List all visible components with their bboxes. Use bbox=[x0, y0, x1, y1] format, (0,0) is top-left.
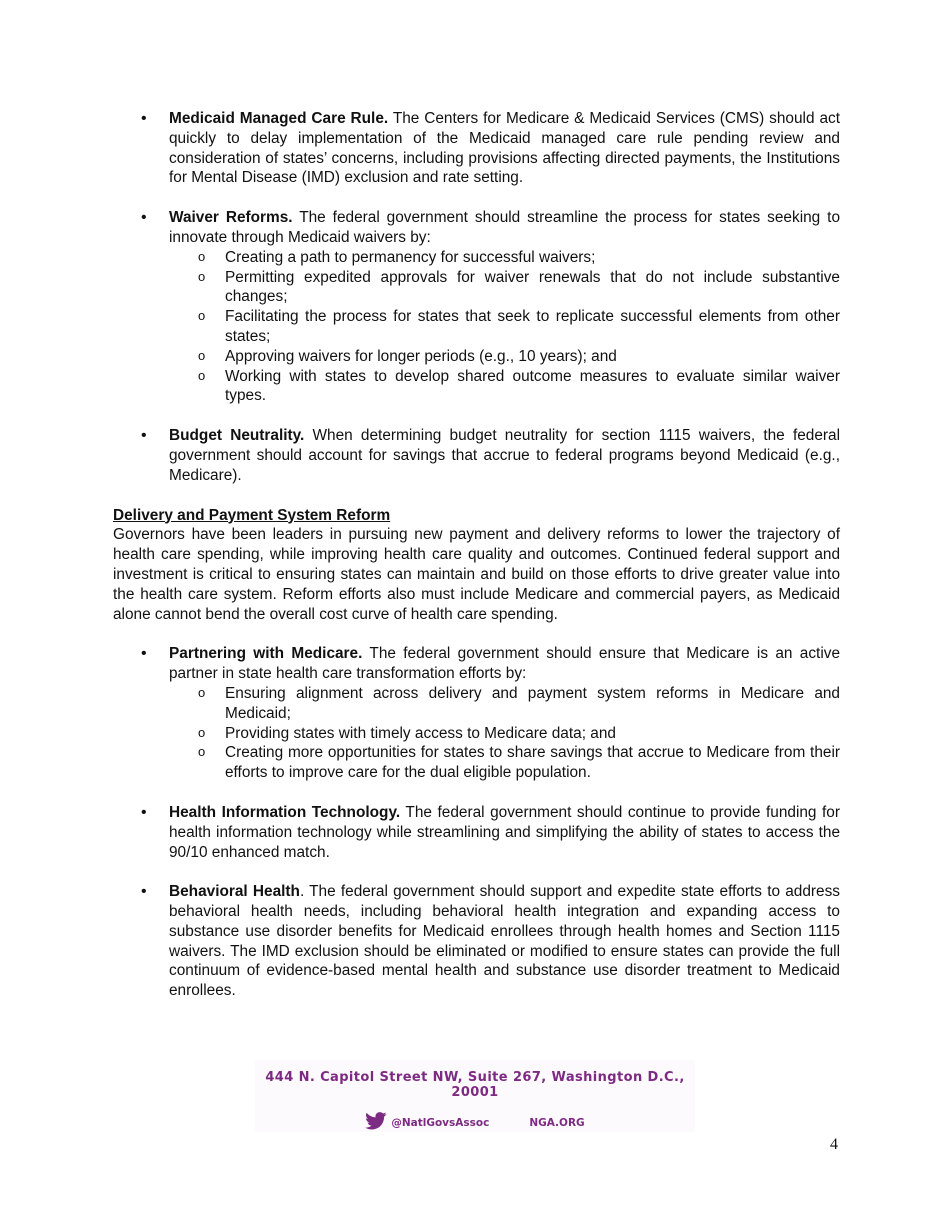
bullet-text: The federal government should streamline the process for states seeking to innovate through Medicaid waivers by: bbox=[169, 209, 841, 246]
bullet-title: Budget Neutrality. bbox=[169, 427, 305, 445]
twitter-link[interactable] bbox=[365, 1112, 489, 1133]
bullet-title: Medicaid Managed Care Rule. bbox=[169, 110, 389, 127]
bullet-text: . The federal government should support and expedite state efforts to address behavioral health needs, including behavioral health integration and expanding access to substance use disorder benefits for Medicaid enrollees through health homes and Section 1115 waivers. The IMD exclusion should be eliminated or modified to ensure states can provide the full continuum of evidence-based mental health and substance use disorder treatment to Medicaid enrollees. bbox=[169, 883, 840, 1000]
twitter-handle: @NatlGovsAssoc bbox=[391, 1116, 490, 1129]
bullet-title: Waiver Reforms. bbox=[169, 209, 293, 227]
bullet-item bbox=[113, 109, 840, 188]
footer-address: 444 N. Capitol Street NW, Suite 267, Washington D.C., 20001 bbox=[265, 1070, 685, 1100]
footer bbox=[255, 1060, 695, 1132]
footer-social bbox=[255, 1112, 695, 1133]
bullet-title: Health Information Technology. bbox=[169, 803, 401, 821]
sub-item: o Approving waivers for longer periods (e.g., 10 years); and bbox=[169, 347, 840, 367]
sub-item: o Working with states to develop shared outcome measures to evaluate similar waiver types. bbox=[169, 367, 840, 407]
bullet-item bbox=[113, 803, 840, 862]
bullet-title: Partnering with Medicare. bbox=[169, 645, 363, 663]
website-link[interactable]: NGA.ORG bbox=[529, 1116, 585, 1129]
document-body bbox=[113, 109, 840, 1021]
sub-list bbox=[169, 684, 840, 783]
bullet-item bbox=[113, 426, 840, 485]
sub-item: o Creating more opportunities for states to share savings that accrue to Medicare from their efforts to improve care for the dual eligible population. bbox=[169, 743, 840, 783]
page-number: 4 bbox=[830, 1136, 838, 1153]
sub-item: o Permitting expedited approvals for waiver renewals that do not include substantive changes; bbox=[169, 268, 840, 308]
section-heading: Delivery and Payment System Reform bbox=[113, 506, 391, 524]
bullet-item bbox=[113, 644, 840, 783]
sub-item: o Facilitating the process for states that seek to replicate successful elements from other states; bbox=[169, 307, 840, 347]
bullet-text: The federal government should ensure that Medicare is an active partner in state health care transformation efforts by: bbox=[169, 645, 841, 683]
bullet-text: The Centers for Medicare & Medicaid Services (CMS) should act quickly to delay implementation of the Medicaid managed care rule pending review and consideration of states’ concerns, including provisions affecting directed payments, the Institutions for Mental Disease (IMD) exclusion and rate setting. bbox=[169, 110, 840, 187]
section-paragraph: Governors have been leaders in pursuing new payment and delivery reforms to lower the trajectory of health care spending, while improving health care quality and outcomes. Continued federal support and investment is critical to ensuring states can maintain and build on those efforts to drive greater value into the health care system. Reform efforts also must include Medicare and commercial payers, as Medicaid alone cannot bend the overall cost curve of health care spending. bbox=[113, 526, 840, 623]
bullet-title: Behavioral Health bbox=[169, 883, 300, 901]
bullet-item bbox=[113, 882, 840, 1001]
bullet-text: The federal government should continue to provide funding for health information technology while streamlining and simplifying the ability of states to access the 90/10 enhanced match. bbox=[169, 803, 840, 861]
bullet-list-top bbox=[113, 109, 840, 486]
twitter-bird-icon bbox=[365, 1112, 387, 1133]
bullet-item bbox=[113, 208, 840, 406]
bullet-list-bottom bbox=[113, 644, 840, 1001]
bullet-text: When determining budget neutrality for section 1115 waivers, the federal government should account for savings that accrue to federal programs beyond Medicaid (e.g., Medicare). bbox=[169, 427, 841, 484]
sub-list bbox=[169, 248, 840, 406]
sub-item: o Ensuring alignment across delivery and payment system reforms in Medicare and Medicaid; bbox=[169, 684, 840, 724]
sub-item: o Providing states with timely access to Medicare data; and bbox=[169, 724, 840, 744]
sub-item: o Creating a path to permanency for successful waivers; bbox=[169, 248, 840, 268]
